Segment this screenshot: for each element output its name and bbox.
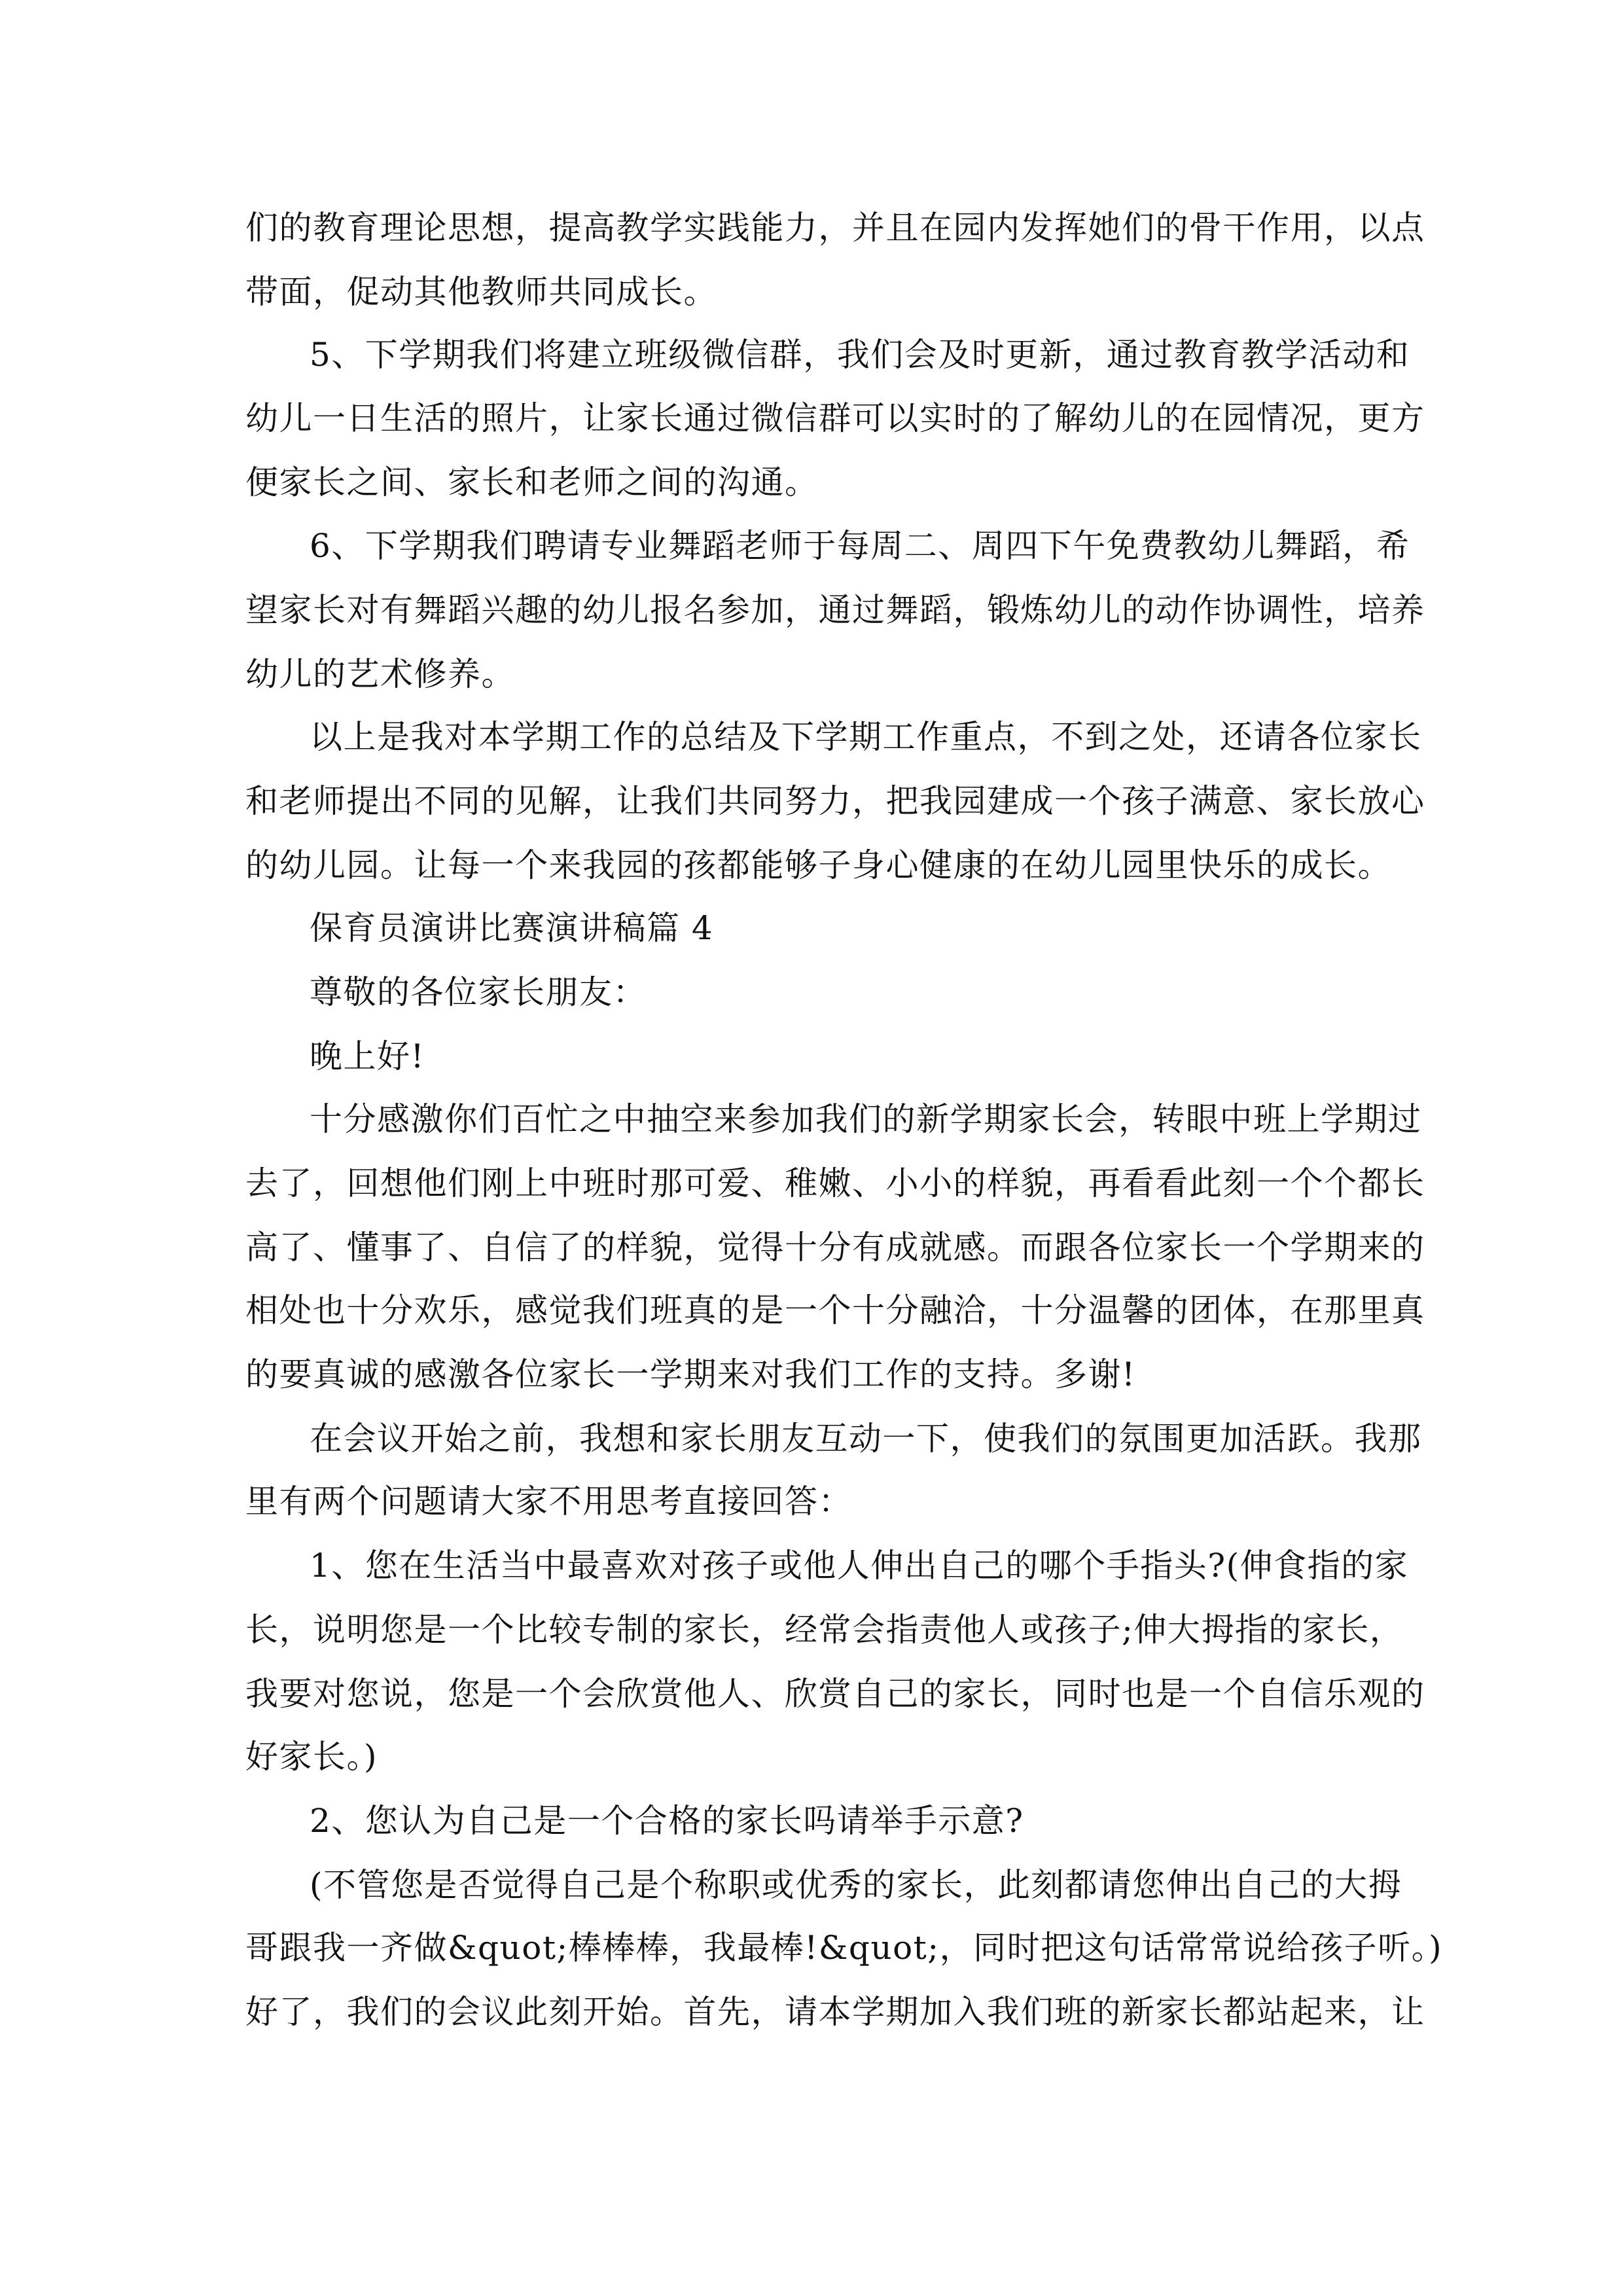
para5-line2: 去了，回想他们刚上中班时那可爱、稚嫩、小小的样貌，再看看此刻一个个都长 (245, 1164, 1425, 1202)
para7-line1: 1、您在生活当中最喜欢对孩子或他人伸出自己的哪个手指头?(伸食指的家 (310, 1547, 1409, 1585)
para9-line2: 哥跟我一齐做&quot;棒棒棒，我最棒!&quot;，同时把这句话常常说给孩子听。) (245, 1929, 1443, 1967)
greeting: 晚上好! (310, 1037, 425, 1075)
section-title: 保育员演讲比赛演讲稿篇 4 (310, 909, 714, 947)
para3-line2: 望家长对有舞蹈兴趣的幼儿报名参加，通过舞蹈，锻炼幼儿的动作协调性，培养 (245, 591, 1425, 629)
para4-line1: 以上是我对本学期工作的总结及下学期工作重点，不到之处，还请各位家长 (310, 718, 1422, 756)
para3-line3: 幼儿的艺术修养。 (245, 655, 515, 693)
para3-line1: 6、下学期我们聘请专业舞蹈老师于每周二、周四下午免费教幼儿舞蹈，希 (310, 527, 1410, 565)
para6-line1: 在会议开始之前，我想和家长朋友互动一下，使我们的氛围更加活跃。我那 (310, 1420, 1422, 1458)
para2-line1: 5、下学期我们将建立班级微信群，我们会及时更新，通过教育教学活动和 (310, 336, 1410, 374)
para1-line2: 带面，促动其他教师共同成长。 (245, 273, 717, 311)
para7-line2: 长，说明您是一个比较专制的家长，经常会指责他人或孩子;伸大拇指的家长， (245, 1611, 1404, 1649)
para7-line3: 我要对您说，您是一个会欣赏他人、欣赏自己的家长，同时也是一个自信乐观的 (245, 1675, 1425, 1713)
salutation: 尊敬的各位家长朋友： (310, 973, 647, 1011)
para8-line1: 2、您认为自己是一个合格的家长吗请举手示意? (310, 1802, 1024, 1840)
para5-line4: 相处也十分欢乐，感觉我们班真的是一个十分融洽，十分温馨的团体，在那里真 (245, 1291, 1425, 1329)
para7-line4: 好家长。) (245, 1738, 378, 1776)
para9-line1: (不管您是否觉得自己是个称职或优秀的家长，此刻都请您伸出自己的大拇 (310, 1866, 1402, 1904)
para6-line2: 里有两个问题请大家不用思考直接回答： (245, 1482, 852, 1520)
para5-line5: 的要真诚的感激各位家长一学期来对我们工作的支持。多谢! (245, 1355, 1136, 1393)
para9-line3: 好了，我们的会议此刻开始。首先，请本学期加入我们班的新家长都站起来，让 (245, 1993, 1425, 2031)
para1-line1: 们的教育理论思想，提高教学实践能力，并且在园内发挥她们的骨干作用，以点 (245, 209, 1425, 247)
para4-line3: 的幼儿园。让每一个来我园的孩都能够子身心健康的在幼儿园里快乐的成长。 (245, 846, 1391, 884)
para5-line1: 十分感激你们百忙之中抽空来参加我们的新学期家长会，转眼中班上学期过 (310, 1100, 1422, 1138)
para2-line3: 便家长之间、家长和老师之间的沟通。 (245, 463, 819, 501)
para5-line3: 高了、懂事了、自信了的样貌，觉得十分有成就感。而跟各位家长一个学期来的 (245, 1229, 1425, 1266)
para2-line2: 幼儿一日生活的照片，让家长通过微信群可以实时的了解幼儿的在园情况，更方 (245, 399, 1425, 437)
para4-line2: 和老师提出不同的见解，让我们共同努力，把我园建成一个孩子满意、家长放心 (245, 782, 1425, 820)
